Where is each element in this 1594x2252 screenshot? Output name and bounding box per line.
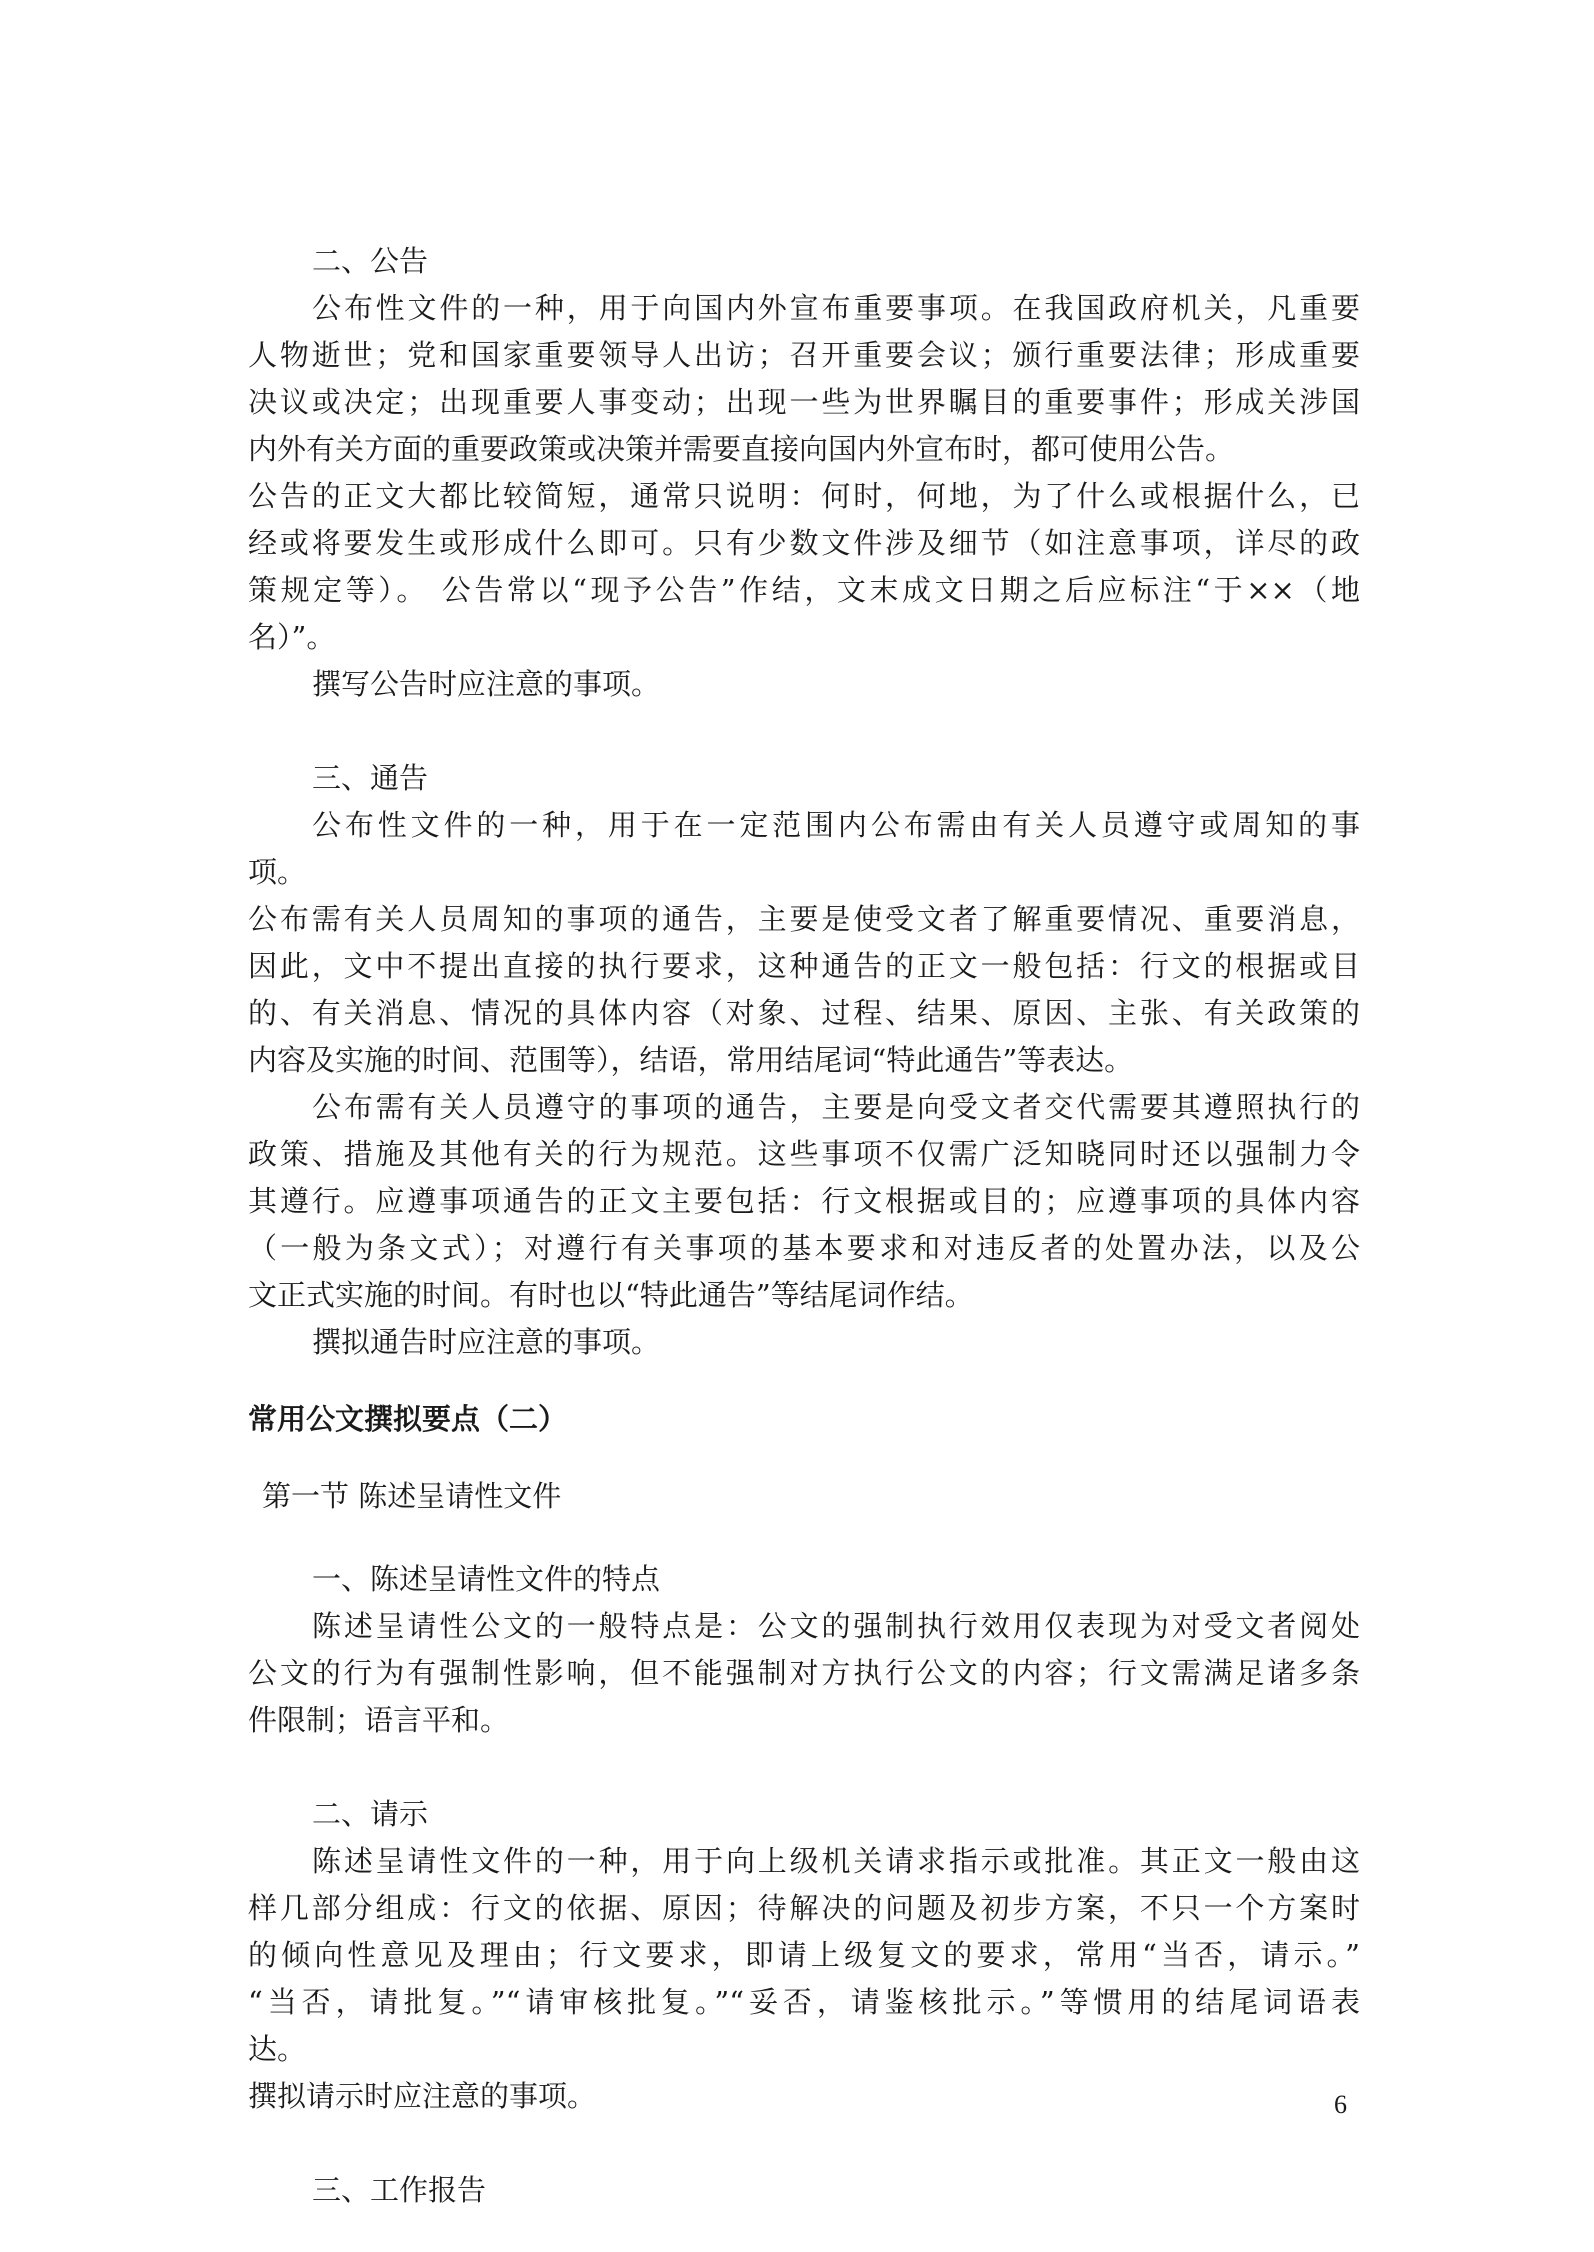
spacer <box>248 1520 1360 1556</box>
text-line: 人物逝世；党和国家重要领导人出访；召开重要会议；颁行重要法律；形成重要 <box>248 338 1360 372</box>
text-line: 政策、措施及其他有关的行为规范。这些事项不仅需广泛知晓同时还以强制力令 <box>248 1137 1360 1171</box>
paragraph-tonggao-zhizhi <box>248 896 1360 1084</box>
text-line: 公告的正文大都比较简短，通常只说明：何时，何地，为了什么或根据什么，已 <box>248 479 1360 513</box>
text-line: 公布需有关人员周知的事项的通告，主要是使受文者了解重要情况、重要消息， <box>248 902 1360 936</box>
spacer <box>248 1744 1360 1791</box>
chapter-heading: 第一节 陈述呈请性文件 <box>262 1479 562 1513</box>
document-page <box>248 238 1360 2214</box>
text-line: 的倾向性意见及理由；行文要求，即请上级复文的要求，常用“当否，请示。” <box>248 1938 1360 1972</box>
page-number: 6 <box>1334 2090 1347 2119</box>
spacer <box>248 1366 1360 1396</box>
text-line: 策规定等）。 公告常以“现予公告”作结，文末成文日期之后应标注“于××（地 <box>248 573 1360 607</box>
text-line: 经或将要发生或形成什么即可。只有少数文件涉及细节（如注意事项，详尽的政 <box>248 526 1360 560</box>
text-line: 公布性文件的一种，用于在一定范围内公布需由有关人员遵守或周知的事 <box>312 808 1360 842</box>
text-line: 其遵行。应遵事项通告的正文主要包括：行文根据或目的；应遵事项的具体内容 <box>248 1184 1360 1218</box>
spacer <box>248 1443 1360 1473</box>
section-heading-qingshi: 二、请示 <box>312 1797 429 1831</box>
section-heading-tedian: 一、陈述呈请性文件的特点 <box>312 1562 661 1596</box>
section-heading-baogao: 三、工作报告 <box>312 2173 487 2207</box>
text-line: 陈述呈请性文件的一种，用于向上级机关请求指示或批准。其正文一般由这 <box>312 1844 1360 1878</box>
gonggao-note: 撰写公告时应注意的事项。 <box>312 667 661 701</box>
text-line: 文正式实施的时间。有时也以“特此通告”等结尾词作结。 <box>248 1278 974 1312</box>
text-line: 陈述呈请性公文的一般特点是：公文的强制执行效用仅表现为对受文者阅处 <box>312 1609 1360 1643</box>
text-line: 的、有关消息、情况的具体内容（对象、过程、结果、原因、主张、有关政策的 <box>248 996 1360 1030</box>
tonggao-note: 撰拟通告时应注意的事项。 <box>312 1325 661 1359</box>
text-line: 内外有关方面的重要政策或决策并需要直接向国内外宣布时，都可使用公告。 <box>248 432 1235 466</box>
spacer <box>248 708 1360 755</box>
paragraph-tonggao-zunshou <box>248 1084 1360 1319</box>
text-line: 名）”。 <box>248 620 336 654</box>
text-line: “当否，请批复。”“请审核批复。”“妥否，请鉴核批示。”等惯用的结尾词语表 <box>248 1985 1360 2019</box>
text-line: 公布性文件的一种，用于向国内外宣布重要事项。在我国政府机关，凡重要 <box>312 291 1360 325</box>
qingshi-note: 撰拟请示时应注意的事项。 <box>248 2079 597 2113</box>
text-line: 因此，文中不提出直接的执行要求，这种通告的正文一般包括：行文的根据或目 <box>248 949 1360 983</box>
section-heading-gonggao: 二、公告 <box>312 244 429 278</box>
paragraph-tedian <box>248 1603 1360 1744</box>
text-line: 件限制；语言平和。 <box>248 1703 510 1737</box>
text-line: 项。 <box>248 855 307 889</box>
text-line: （一般为条文式）；对遵行有关事项的基本要求和对违反者的处置办法，以及公 <box>248 1231 1360 1265</box>
paragraph-gonggao-content <box>248 473 1360 661</box>
paragraph-gonggao-definition <box>248 285 1360 473</box>
paragraph-tonggao-definition <box>248 802 1360 896</box>
spacer <box>248 2120 1360 2167</box>
text-line: 公布需有关人员遵守的事项的通告，主要是向受文者交代需要其遵照执行的 <box>312 1090 1360 1124</box>
document-title: 常用公文撰拟要点（二） <box>248 1402 568 1436</box>
text-line: 公文的行为有强制性影响，但不能强制对方执行公文的内容；行文需满足诸多条 <box>248 1656 1360 1690</box>
paragraph-qingshi <box>248 1838 1360 2073</box>
text-line: 达。 <box>248 2032 307 2066</box>
section-heading-tonggao: 三、通告 <box>312 761 429 795</box>
text-line: 内容及实施的时间、范围等），结语，常用结尾词“特此通告”等表达。 <box>248 1043 1134 1077</box>
text-line: 样几部分组成：行文的依据、原因；待解决的问题及初步方案，不只一个方案时 <box>248 1891 1360 1925</box>
text-line: 决议或决定；出现重要人事变动；出现一些为世界瞩目的重要事件；形成关涉国 <box>248 385 1360 419</box>
